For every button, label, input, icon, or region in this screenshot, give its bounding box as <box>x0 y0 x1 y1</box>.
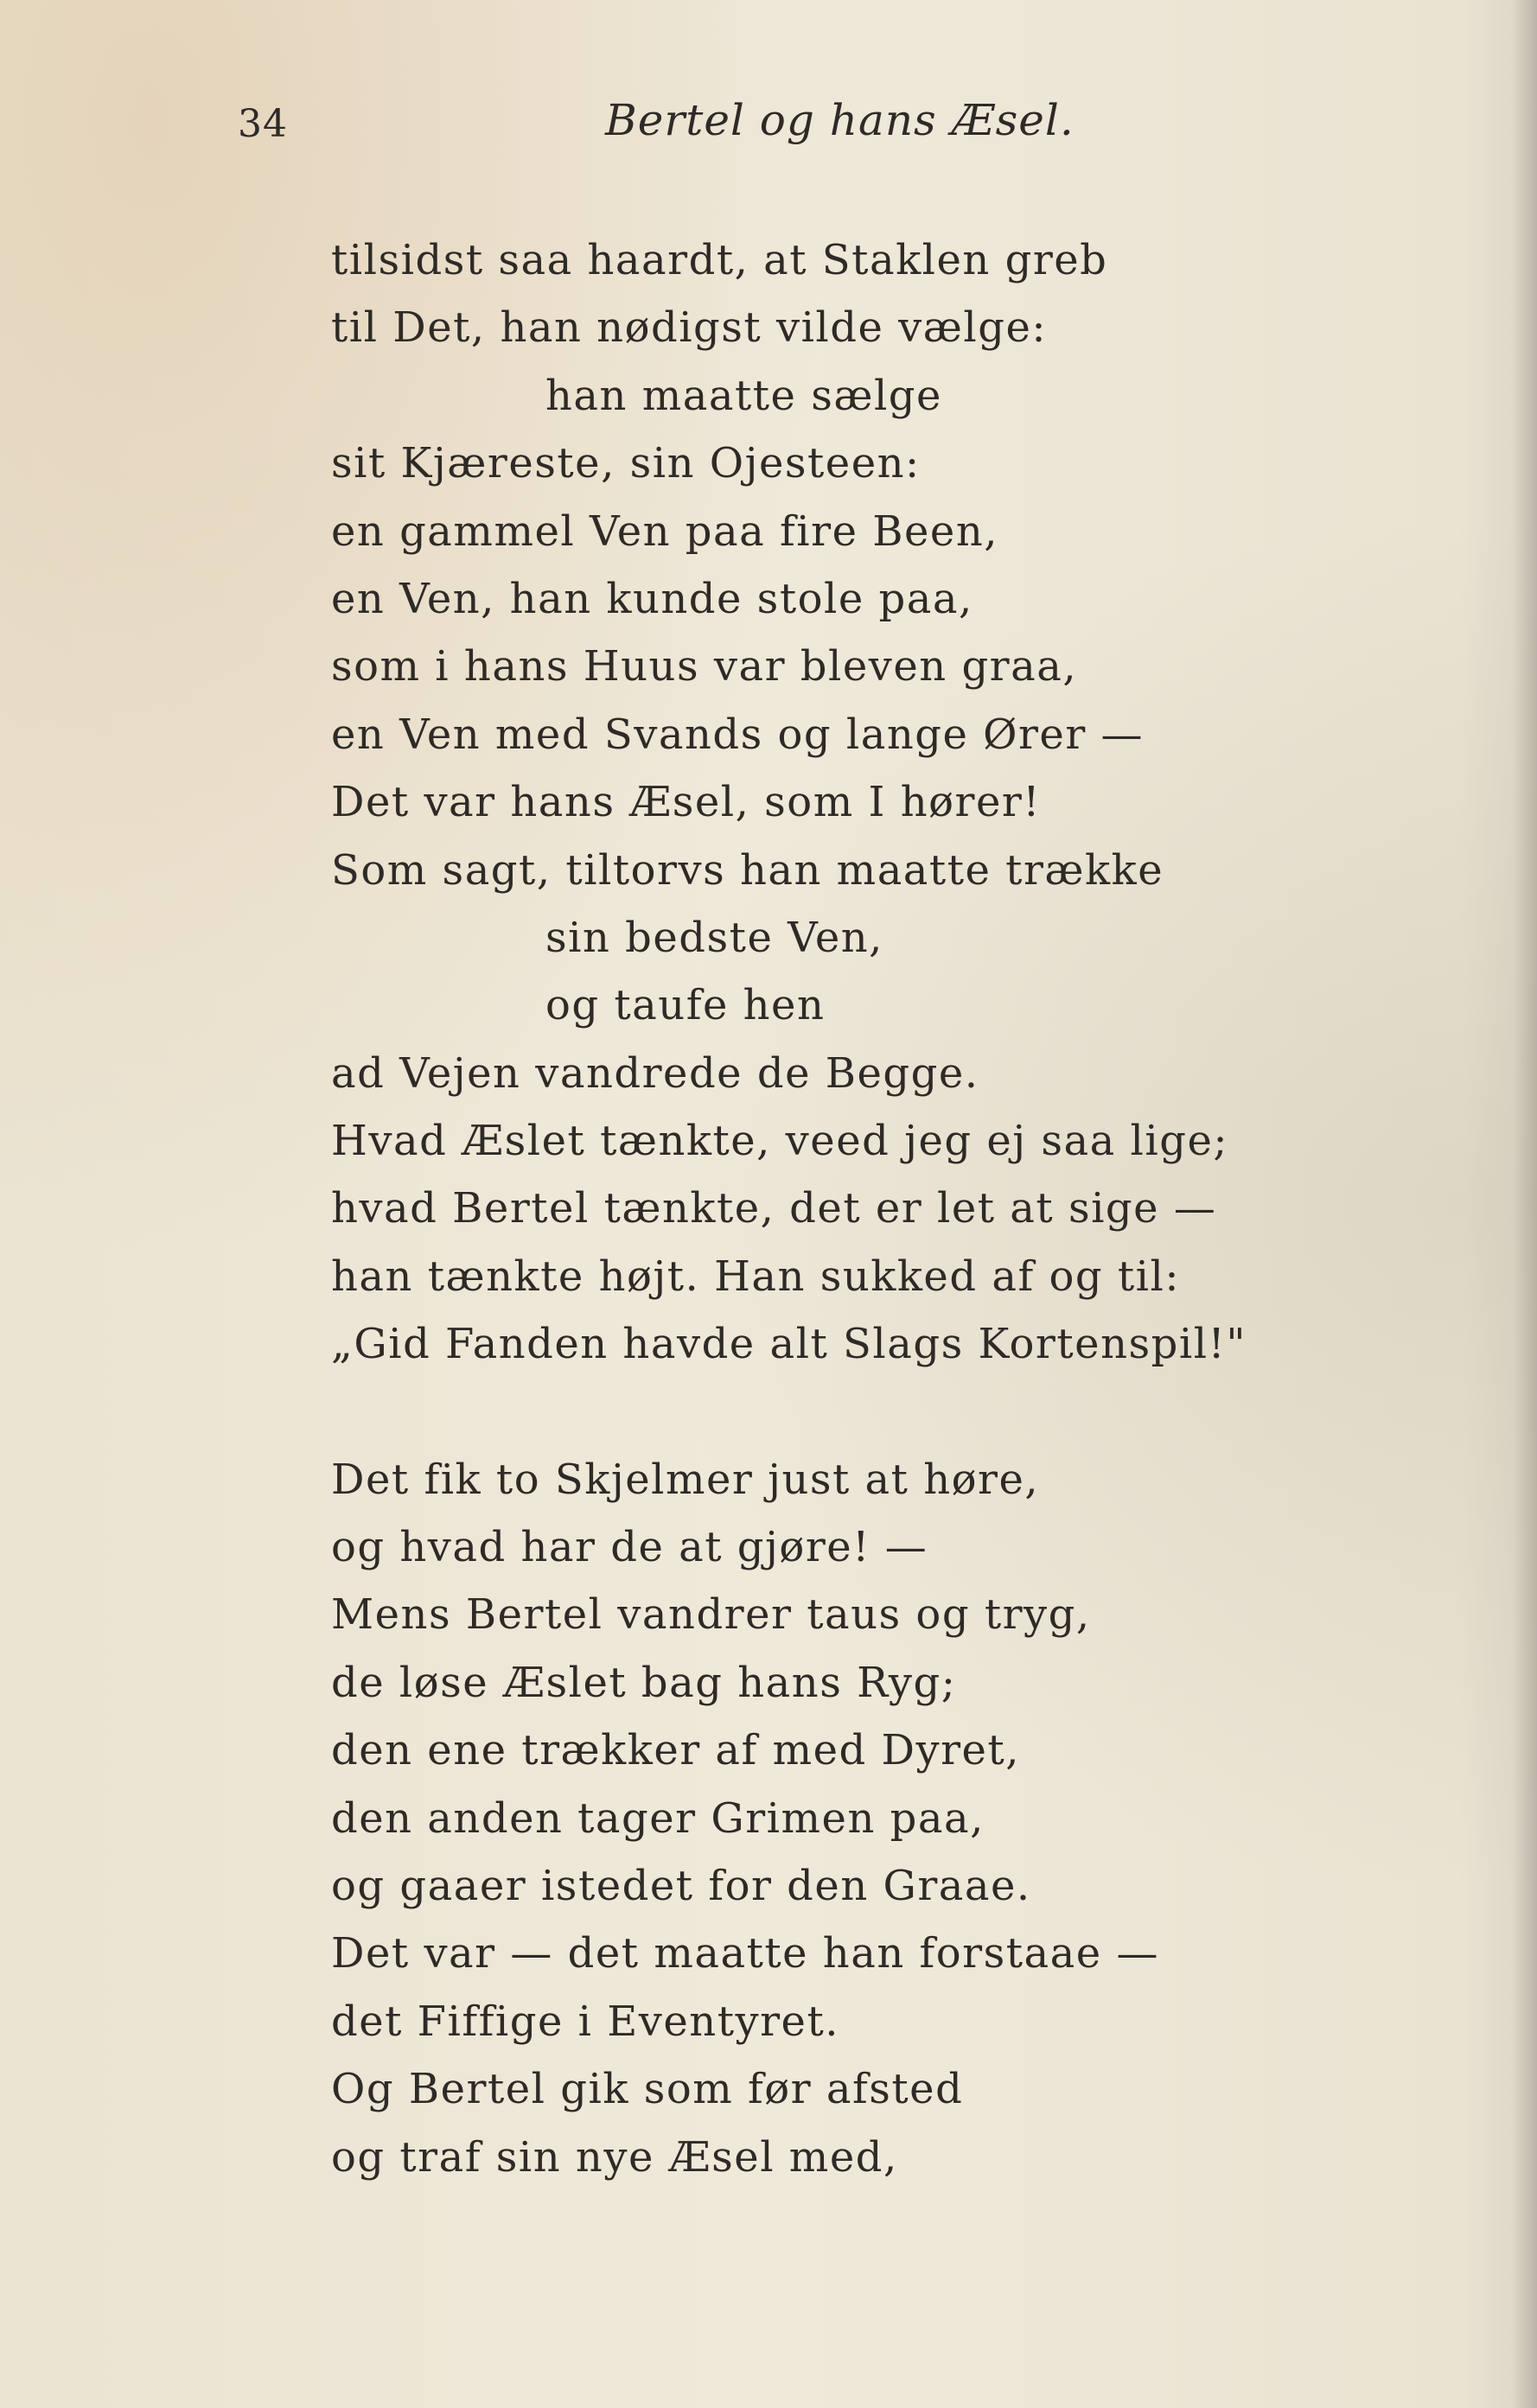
verse-line: ad Vejen vandrede de Begge. <box>331 1048 979 1098</box>
verse-line: Det var hans Æsel, som I hører! <box>331 778 1042 827</box>
verse-line: og hvad har de at gjøre! — <box>331 1523 928 1572</box>
verse-line: og taufe hen <box>545 981 826 1030</box>
verse-line: en Ven, han kunde stole paa, <box>331 574 973 623</box>
verse-line: den anden tager Grimen paa, <box>331 1793 985 1843</box>
poem-text <box>331 226 1282 2191</box>
page-number: 34 <box>238 102 288 146</box>
verse-line: „Gid Fanden havde alt Slags Kortenspil!" <box>331 1320 1247 1369</box>
verse-line: sit Kjæreste, sin Ojesteen: <box>331 439 921 488</box>
verse-line: han tænkte højt. Han sukked af og til: <box>331 1252 1181 1301</box>
verse-line: tilsidst saa haardt, at Staklen greb <box>331 236 1108 284</box>
stanza-gap <box>331 1379 1282 1446</box>
verse-line: til Det, han nødigst vilde vælge: <box>331 303 1048 353</box>
verse-line: hvad Bertel tænkte, det er let at sige — <box>331 1184 1217 1233</box>
verse-line: som i hans Huus var bleven graa, <box>331 642 1078 691</box>
verse-line: de løse Æslet bag hans Ryg; <box>331 1658 957 1707</box>
verse-line: Det var — det maatte han forstaae — <box>331 1929 1159 1978</box>
verse-line: en Ven med Svands og lange Ører — <box>331 710 1145 759</box>
page-edge-shadow <box>1513 0 1537 2408</box>
verse-line: Og Bertel gik som før afsted <box>331 2065 964 2114</box>
running-title: Bertel og hans Æsel. <box>605 95 1075 145</box>
stanza-2 <box>331 1446 1282 2191</box>
verse-line: og traf sin nye Æsel med, <box>331 2132 898 2182</box>
verse-line: sin bedste Ven, <box>545 913 883 962</box>
verse-line: Hvad Æslet tænkte, veed jeg ej saa lige; <box>331 1117 1229 1166</box>
verse-line: han maatte sælge <box>545 371 942 420</box>
verse-line: det Fiffige i Eventyret. <box>331 1997 839 2046</box>
verse-line: og gaaer istedet for den Graae. <box>331 1861 1031 1910</box>
verse-line: Som sagt, tiltorvs han maatte trække <box>331 845 1164 895</box>
verse-line: Mens Bertel vandrer taus og tryg, <box>331 1590 1091 1640</box>
verse-line: Det fik to Skjelmer just at høre, <box>331 1455 1040 1504</box>
verse-line: den ene trækker af med Dyret, <box>331 1726 1020 1775</box>
verse-line: en gammel Ven paa fire Been, <box>331 506 999 556</box>
stanza-1 <box>331 226 1282 1379</box>
